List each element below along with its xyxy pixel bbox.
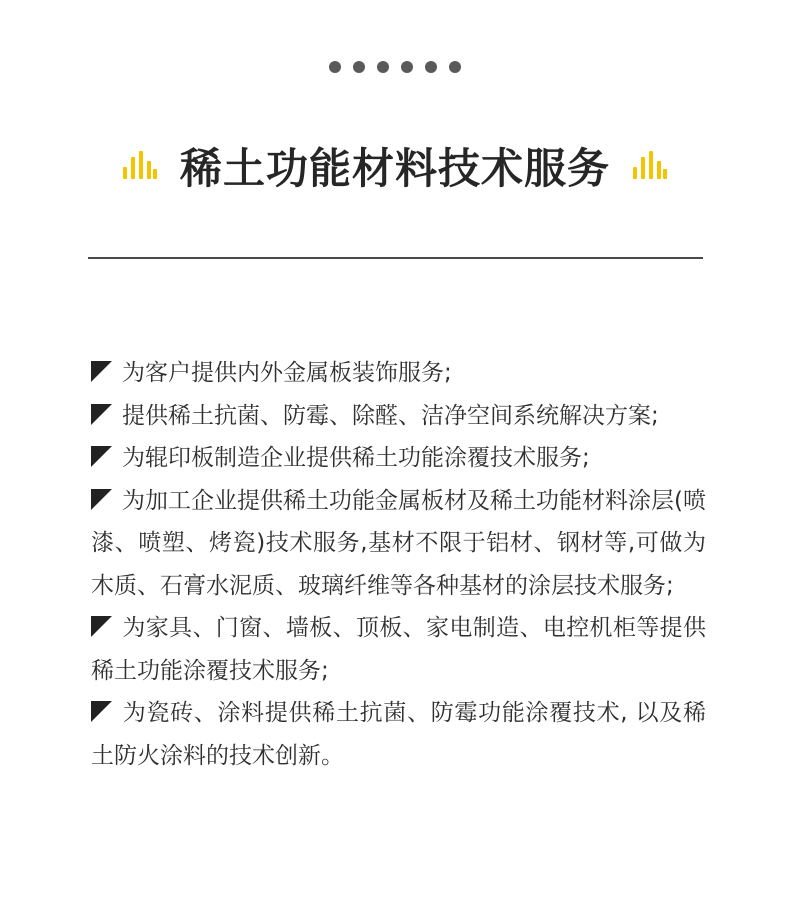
corner-triangle-icon bbox=[91, 361, 112, 382]
dot bbox=[329, 61, 341, 73]
list-item-text: 提供稀土抗菌、防霉、除醛、洁净空间系统解决方案; bbox=[122, 402, 659, 429]
list-item bbox=[91, 607, 706, 692]
list-item bbox=[91, 437, 706, 480]
service-list bbox=[91, 352, 706, 777]
divider bbox=[88, 257, 703, 259]
list-item-text: 为客户提供内外金属板装饰服务; bbox=[122, 360, 452, 386]
dot bbox=[425, 61, 437, 73]
list-item-text: 为瓷砖、涂料提供稀土抗菌、防霉功能涂覆技术, 以及稀土防火涂料的技术创新。 bbox=[91, 700, 706, 769]
list-item bbox=[91, 480, 706, 608]
corner-triangle-icon bbox=[91, 404, 112, 425]
list-item bbox=[91, 692, 706, 777]
signal-bars-icon bbox=[122, 149, 158, 183]
decorative-dots bbox=[0, 61, 790, 73]
page-title: 稀土功能材料技术服务 bbox=[179, 144, 610, 193]
dot bbox=[449, 61, 461, 73]
list-item bbox=[91, 352, 706, 395]
corner-triangle-icon bbox=[91, 616, 112, 637]
list-item bbox=[91, 395, 706, 438]
title-row bbox=[0, 134, 790, 198]
signal-bars-icon bbox=[632, 149, 668, 183]
corner-triangle-icon bbox=[91, 446, 112, 467]
list-item-text: 为加工企业提供稀土功能金属板材及稀土功能材料涂层(喷漆、喷塑、烤瓷)技术服务,基材不限于铝材、钢材等,可做为木质、石膏水泥质、玻璃纤维等各种基材的涂层技术服务; bbox=[91, 487, 706, 599]
dot bbox=[377, 61, 389, 73]
dot bbox=[353, 61, 365, 73]
list-item-text: 为家具、门窗、墙板、顶板、家电制造、电控机柜等提供稀土功能涂覆技术服务; bbox=[91, 615, 706, 684]
corner-triangle-icon bbox=[91, 489, 112, 510]
dot bbox=[401, 61, 413, 73]
corner-triangle-icon bbox=[91, 701, 112, 722]
list-item-text: 为辊印板制造企业提供稀土功能涂覆技术服务; bbox=[122, 445, 590, 471]
